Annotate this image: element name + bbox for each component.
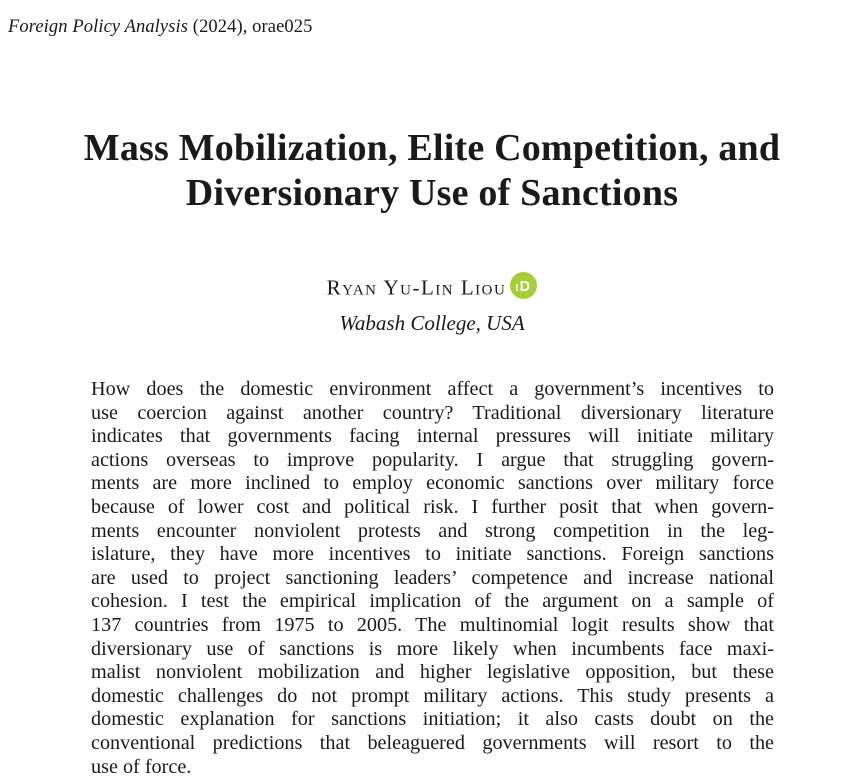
abstract-line: ments encounter nonviolent protests and strong competition in the leg- [91, 519, 774, 542]
article-title-line-2: Diversionary Use of Sanctions [185, 172, 679, 214]
abstract-line: 137 countries from 1975 to 2005. The multinomial logit results show that [91, 613, 774, 636]
abstract-line: diversionary use of sanctions is more likely when incumbents face maxi- [91, 637, 774, 660]
abstract-line: malist nonviolent mobilization and higher legislative opposition, but these [91, 661, 774, 684]
article-title [0, 126, 843, 216]
abstract-line: domestic explanation for sanctions initiation; it also casts doubt on the [91, 708, 774, 731]
author-affiliation: Wabash College, USA [339, 311, 525, 335]
journal-name: Foreign Policy Analysis [8, 17, 189, 37]
abstract-line: conventional predictions that beleaguered governments will resort to the [91, 731, 774, 754]
journal-citation [8, 17, 312, 38]
abstract-line: because of lower cost and political risk. I further posit that when govern- [91, 495, 774, 518]
orcid-label: iD [515, 278, 532, 295]
author-line [0, 272, 843, 301]
abstract-line: use of force. [91, 755, 192, 778]
abstract [91, 378, 774, 779]
abstract-line: domestic challenges do not prompt military actions. This study presents a [91, 684, 774, 707]
article-title-line-1: Mass Mobilization, Elite Competition, and [83, 127, 781, 169]
citation-details: (2024), orae025 [188, 17, 313, 37]
author-name: Ryan Yu-Lin Liou [326, 275, 507, 300]
abstract-line: actions overseas to improve popularity. I argue that struggling govern- [91, 448, 774, 471]
abstract-line: are used to project sanctioning leaders’ competence and increase national [91, 566, 774, 589]
abstract-line: cohesion. I test the empirical implication of the argument on a sample of [91, 590, 774, 613]
abstract-line: indicates that governments facing internal pressures will initiate military [91, 425, 774, 448]
abstract-line: How does the domestic environment affect a government’s incentives to [91, 378, 774, 400]
orcid-icon[interactable] [510, 272, 537, 299]
abstract-line: islature, they have more incentives to initiate sanctions. Foreign sanctions [91, 543, 774, 566]
abstract-line: ments are more inclined to employ economic sanctions over military force [91, 472, 774, 495]
abstract-line: use coercion against another country? Traditional diversionary literature [91, 401, 774, 424]
